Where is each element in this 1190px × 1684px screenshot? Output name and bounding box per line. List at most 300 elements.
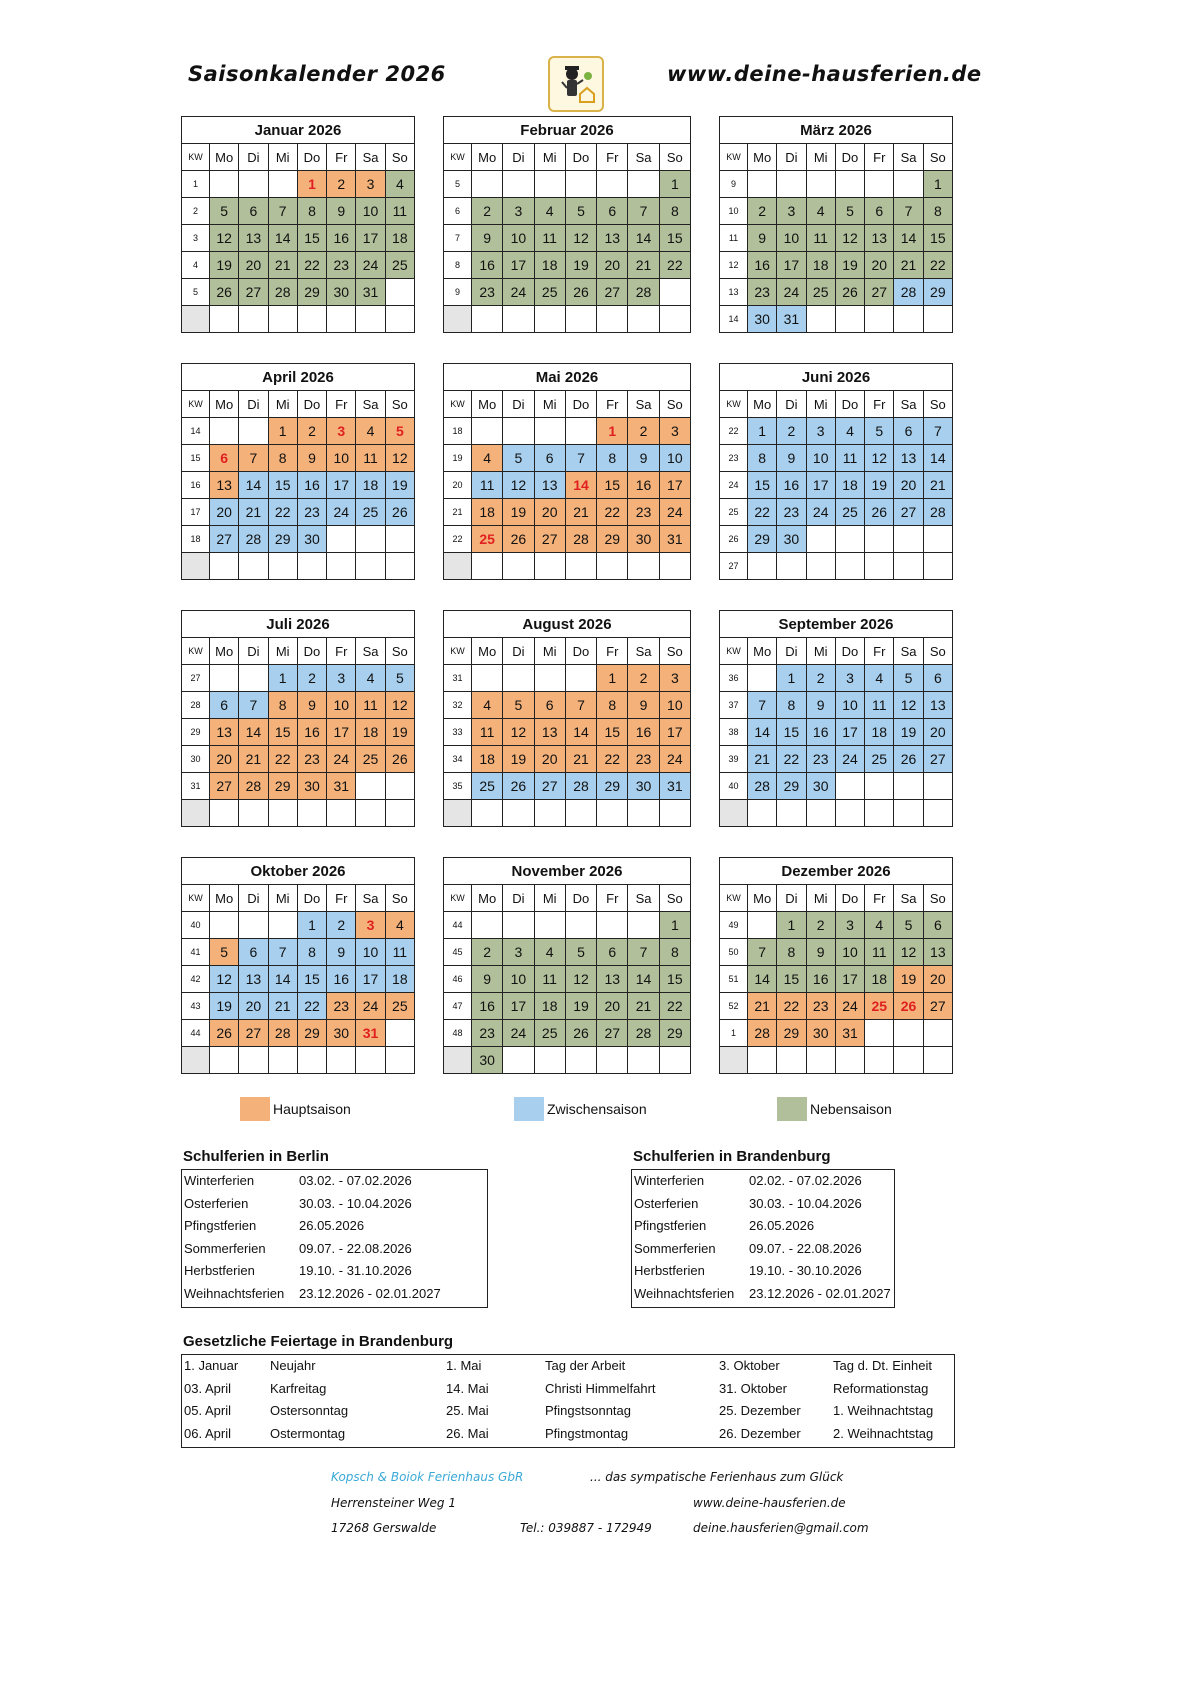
day-cell: 30	[777, 526, 806, 553]
week-number: 9	[720, 171, 748, 198]
day-cell: 23	[472, 279, 503, 306]
empty-cell	[472, 553, 503, 580]
empty-cell	[806, 171, 835, 198]
public-holidays-title: Gesetzliche Feiertage in Brandenburg	[183, 1333, 454, 1350]
empty-cell	[865, 526, 894, 553]
empty-cell	[894, 773, 923, 800]
day-cell: 18	[865, 966, 894, 993]
day-cell: 24	[503, 279, 534, 306]
day-cell: 10	[835, 692, 864, 719]
holiday-name: Karfreitag	[270, 1380, 327, 1396]
empty-cell	[835, 526, 864, 553]
holiday-date: 06. April	[184, 1425, 231, 1441]
empty-cell	[748, 665, 777, 692]
holiday-name: Sommerferien	[634, 1240, 716, 1256]
holiday-date: 1. Januar	[184, 1358, 239, 1373]
day-cell: 27	[239, 279, 268, 306]
day-cell: 27	[597, 1020, 628, 1047]
empty-cell	[923, 553, 952, 580]
day-cell: 26	[565, 279, 596, 306]
day-cell: 22	[597, 499, 628, 526]
holiday-name: Reformationstag	[833, 1380, 929, 1396]
weekday-header: Sa	[894, 391, 923, 418]
month-title: Mai 2026	[444, 364, 691, 391]
day-cell: 9	[297, 445, 326, 472]
holiday-name: Weihnachtsferien	[634, 1285, 735, 1301]
day-cell: 30	[748, 306, 777, 333]
week-number: 13	[720, 279, 748, 306]
month-calendar	[181, 610, 415, 827]
day-cell: 10	[659, 692, 690, 719]
empty-cell	[210, 418, 239, 445]
kw-header: KW	[720, 391, 748, 418]
empty-cell	[268, 800, 297, 827]
holiday-date: 26. Dezember	[719, 1425, 801, 1441]
holiday-row	[182, 1193, 487, 1216]
weekday-header: Mo	[472, 638, 503, 665]
day-cell: 21	[628, 993, 659, 1020]
weekday-header: Fr	[865, 638, 894, 665]
week-number: 18	[444, 418, 472, 445]
day-cell: 26	[565, 1020, 596, 1047]
week-number: 45	[444, 939, 472, 966]
holiday-date: 14. Mai	[446, 1380, 489, 1396]
empty-cell	[659, 306, 690, 333]
day-cell: 28	[894, 279, 923, 306]
holiday-date: 26. Mai	[446, 1425, 489, 1441]
empty-cell	[268, 306, 297, 333]
empty-cell	[865, 800, 894, 827]
day-cell: 22	[297, 993, 326, 1020]
weekday-header: Mi	[806, 638, 835, 665]
day-cell: 3	[503, 198, 534, 225]
day-cell: 14	[268, 966, 297, 993]
day-cell: 12	[894, 939, 923, 966]
day-cell: 26	[835, 279, 864, 306]
day-cell: 3	[835, 912, 864, 939]
day-cell: 16	[297, 472, 326, 499]
week-number: 30	[182, 746, 210, 773]
day-cell: 8	[597, 445, 628, 472]
weekday-header: Sa	[894, 144, 923, 171]
day-cell: 3	[327, 418, 356, 445]
day-cell: 18	[385, 225, 414, 252]
day-cell: 7	[748, 939, 777, 966]
empty-cell	[777, 1047, 806, 1074]
week-number: 12	[720, 252, 748, 279]
weekday-header: Mo	[748, 638, 777, 665]
day-cell: 5	[835, 198, 864, 225]
weekday-header: Mo	[472, 885, 503, 912]
week-number	[444, 800, 472, 827]
empty-cell	[865, 553, 894, 580]
day-cell: 7	[268, 939, 297, 966]
day-cell: 6	[923, 912, 952, 939]
empty-cell	[356, 773, 385, 800]
weekday-header: Fr	[327, 391, 356, 418]
weekday-header: Di	[239, 885, 268, 912]
day-cell: 13	[534, 472, 565, 499]
footer-website[interactable]: www.deine-hausferien.de	[693, 1496, 846, 1510]
day-cell: 3	[503, 939, 534, 966]
day-cell: 24	[806, 499, 835, 526]
empty-cell	[865, 171, 894, 198]
day-cell: 30	[327, 279, 356, 306]
day-cell: 15	[923, 225, 952, 252]
month-title: Februar 2026	[444, 117, 691, 144]
day-cell: 5	[210, 198, 239, 225]
empty-cell	[628, 306, 659, 333]
holiday-name: 2. Weihnachtstag	[833, 1425, 934, 1441]
empty-cell	[628, 912, 659, 939]
day-cell: 16	[297, 719, 326, 746]
week-number: 1	[720, 1020, 748, 1047]
day-cell: 1	[777, 912, 806, 939]
day-cell: 1	[923, 171, 952, 198]
weekday-header: So	[923, 391, 952, 418]
legend-swatch	[240, 1097, 270, 1121]
empty-cell	[385, 773, 414, 800]
empty-cell	[503, 171, 534, 198]
day-cell: 10	[806, 445, 835, 472]
day-cell: 29	[777, 773, 806, 800]
day-cell: 19	[385, 719, 414, 746]
day-cell: 25	[835, 499, 864, 526]
empty-cell	[327, 306, 356, 333]
day-cell: 25	[534, 279, 565, 306]
month-calendar	[719, 363, 953, 580]
empty-cell	[297, 306, 326, 333]
month-title: September 2026	[720, 611, 953, 638]
day-cell: 30	[472, 1047, 503, 1074]
empty-cell	[385, 526, 414, 553]
week-number: 24	[720, 472, 748, 499]
empty-cell	[806, 1047, 835, 1074]
day-cell: 11	[806, 225, 835, 252]
day-cell: 8	[777, 939, 806, 966]
weekday-header: Mo	[210, 144, 239, 171]
day-cell: 22	[268, 499, 297, 526]
month-title: November 2026	[444, 858, 691, 885]
empty-cell	[835, 171, 864, 198]
week-number: 5	[182, 279, 210, 306]
day-cell: 28	[239, 526, 268, 553]
day-cell: 19	[865, 472, 894, 499]
weekday-header: Mi	[268, 144, 297, 171]
day-cell: 14	[748, 719, 777, 746]
week-number	[444, 306, 472, 333]
footer-street: Herrensteiner Weg 1	[331, 1496, 456, 1510]
footer-phone: Tel.: 039887 - 172949	[520, 1521, 652, 1535]
day-cell: 10	[659, 445, 690, 472]
holiday-row	[632, 1238, 894, 1261]
legend-label: Zwischensaison	[547, 1101, 647, 1117]
kw-header: KW	[182, 638, 210, 665]
holiday-row	[632, 1260, 894, 1283]
empty-cell	[534, 665, 565, 692]
day-cell: 30	[297, 526, 326, 553]
weekday-header: Fr	[327, 885, 356, 912]
day-cell: 17	[835, 966, 864, 993]
kw-header: KW	[182, 885, 210, 912]
day-cell: 17	[503, 993, 534, 1020]
weekday-header: Mi	[806, 391, 835, 418]
month-title: Januar 2026	[182, 117, 415, 144]
day-cell: 27	[923, 993, 952, 1020]
day-cell: 11	[472, 719, 503, 746]
weekday-header: Fr	[865, 885, 894, 912]
empty-cell	[894, 171, 923, 198]
weekday-header: Mo	[748, 885, 777, 912]
weekday-header: Mi	[806, 144, 835, 171]
day-cell: 2	[748, 198, 777, 225]
week-number	[444, 553, 472, 580]
website-header[interactable]: www.deine-hausferien.de	[667, 62, 982, 86]
day-cell: 27	[894, 499, 923, 526]
day-cell: 22	[659, 993, 690, 1020]
empty-cell	[894, 553, 923, 580]
month-title: August 2026	[444, 611, 691, 638]
empty-cell	[659, 553, 690, 580]
weekday-header: Do	[565, 391, 596, 418]
empty-cell	[503, 418, 534, 445]
empty-cell	[565, 418, 596, 445]
empty-cell	[597, 1047, 628, 1074]
day-cell: 26	[503, 526, 534, 553]
day-cell: 29	[297, 279, 326, 306]
day-cell: 16	[472, 993, 503, 1020]
day-cell: 24	[835, 746, 864, 773]
day-cell: 15	[659, 225, 690, 252]
weekday-header: Sa	[356, 885, 385, 912]
day-cell: 4	[865, 912, 894, 939]
holiday-date: 31. Oktober	[719, 1380, 787, 1396]
week-number: 31	[182, 773, 210, 800]
day-cell: 19	[565, 252, 596, 279]
week-number: 19	[444, 445, 472, 472]
empty-cell	[356, 1047, 385, 1074]
day-cell: 3	[356, 912, 385, 939]
weekday-header: Fr	[865, 144, 894, 171]
day-cell: 10	[356, 198, 385, 225]
empty-cell	[806, 306, 835, 333]
empty-cell	[748, 800, 777, 827]
empty-cell	[503, 306, 534, 333]
empty-cell	[923, 306, 952, 333]
day-cell: 2	[777, 418, 806, 445]
month-calendar	[181, 857, 415, 1074]
day-cell: 6	[597, 198, 628, 225]
holiday-dates: 30.03. - 10.04.2026	[299, 1195, 412, 1211]
month-calendar	[443, 610, 691, 827]
empty-cell	[748, 912, 777, 939]
empty-cell	[565, 912, 596, 939]
day-cell: 24	[356, 993, 385, 1020]
week-number: 34	[444, 746, 472, 773]
month-title: Juni 2026	[720, 364, 953, 391]
weekday-header: Di	[503, 638, 534, 665]
week-number: 50	[720, 939, 748, 966]
week-number: 26	[720, 526, 748, 553]
day-cell: 28	[565, 773, 596, 800]
day-cell: 3	[356, 171, 385, 198]
empty-cell	[503, 912, 534, 939]
day-cell: 27	[210, 773, 239, 800]
day-cell: 7	[565, 445, 596, 472]
day-cell: 11	[472, 472, 503, 499]
day-cell: 30	[628, 773, 659, 800]
footer-email[interactable]: deine.hausferien@gmail.com	[693, 1521, 869, 1535]
holiday-row	[182, 1283, 487, 1306]
day-cell: 29	[659, 1020, 690, 1047]
day-cell: 4	[865, 665, 894, 692]
weekday-header: Mi	[534, 391, 565, 418]
holiday-name: Winterferien	[184, 1173, 255, 1188]
kw-header: KW	[720, 638, 748, 665]
week-number: 11	[720, 225, 748, 252]
weekday-header: So	[385, 638, 414, 665]
empty-cell	[806, 800, 835, 827]
holiday-name: Osterferien	[184, 1195, 249, 1211]
holiday-dates: 19.10. - 30.10.2026	[749, 1263, 862, 1278]
day-cell: 25	[356, 746, 385, 773]
month-calendar	[443, 116, 691, 333]
day-cell: 30	[806, 773, 835, 800]
day-cell: 1	[297, 912, 326, 939]
day-cell: 26	[385, 499, 414, 526]
day-cell: 4	[472, 692, 503, 719]
day-cell: 20	[597, 993, 628, 1020]
day-cell: 25	[472, 773, 503, 800]
day-cell: 16	[777, 472, 806, 499]
day-cell: 20	[239, 993, 268, 1020]
day-cell: 24	[835, 993, 864, 1020]
day-cell: 18	[534, 252, 565, 279]
empty-cell	[534, 306, 565, 333]
kw-header: KW	[182, 144, 210, 171]
day-cell: 28	[748, 773, 777, 800]
day-cell: 12	[894, 692, 923, 719]
empty-cell	[923, 800, 952, 827]
weekday-header: Sa	[894, 885, 923, 912]
empty-cell	[356, 553, 385, 580]
day-cell: 14	[565, 472, 596, 499]
legend-swatch	[514, 1097, 544, 1121]
day-cell: 14	[628, 966, 659, 993]
weekday-header: Sa	[356, 638, 385, 665]
day-cell: 17	[503, 252, 534, 279]
day-cell: 24	[503, 1020, 534, 1047]
day-cell: 29	[597, 773, 628, 800]
week-number: 22	[444, 526, 472, 553]
holiday-dates: 03.02. - 07.02.2026	[299, 1173, 412, 1188]
holiday-name: Herbstferien	[184, 1263, 255, 1278]
kw-header: KW	[444, 391, 472, 418]
empty-cell	[356, 800, 385, 827]
empty-cell	[268, 171, 297, 198]
day-cell: 9	[472, 225, 503, 252]
empty-cell	[297, 553, 326, 580]
holiday-row	[632, 1283, 894, 1306]
day-cell: 11	[534, 225, 565, 252]
month-calendar	[443, 363, 691, 580]
day-cell: 31	[659, 526, 690, 553]
berlin-holidays-title: Schulferien in Berlin	[183, 1148, 329, 1165]
day-cell: 5	[865, 418, 894, 445]
week-number	[720, 800, 748, 827]
week-number: 17	[182, 499, 210, 526]
holiday-name: Tag der Arbeit	[545, 1358, 626, 1373]
day-cell: 20	[597, 252, 628, 279]
day-cell: 9	[327, 939, 356, 966]
day-cell: 21	[748, 746, 777, 773]
day-cell: 7	[923, 418, 952, 445]
empty-cell	[239, 418, 268, 445]
holiday-date: 05. April	[184, 1403, 231, 1418]
week-number: 28	[182, 692, 210, 719]
weekday-header: Do	[835, 885, 864, 912]
day-cell: 6	[865, 198, 894, 225]
empty-cell	[534, 912, 565, 939]
empty-cell	[385, 1020, 414, 1047]
weekday-header: Di	[503, 391, 534, 418]
week-number: 18	[182, 526, 210, 553]
day-cell: 19	[385, 472, 414, 499]
weekday-header: Do	[297, 638, 326, 665]
day-cell: 4	[385, 171, 414, 198]
week-number: 41	[182, 939, 210, 966]
day-cell: 1	[597, 665, 628, 692]
day-cell: 8	[597, 692, 628, 719]
empty-cell	[534, 418, 565, 445]
weekday-header: So	[385, 391, 414, 418]
empty-cell	[210, 553, 239, 580]
empty-cell	[806, 553, 835, 580]
day-cell: 22	[659, 252, 690, 279]
weekday-header: Do	[565, 885, 596, 912]
holiday-row	[182, 1260, 487, 1283]
empty-cell	[210, 171, 239, 198]
day-cell: 21	[894, 252, 923, 279]
day-cell: 1	[659, 912, 690, 939]
week-number: 47	[444, 993, 472, 1020]
day-cell: 11	[385, 939, 414, 966]
week-number: 51	[720, 966, 748, 993]
month-title: Juli 2026	[182, 611, 415, 638]
month-calendar	[181, 363, 415, 580]
kw-header: KW	[182, 391, 210, 418]
week-number	[444, 1047, 472, 1074]
day-cell: 11	[534, 966, 565, 993]
weekday-header: So	[659, 144, 690, 171]
day-cell: 3	[659, 418, 690, 445]
weekday-header: So	[385, 144, 414, 171]
day-cell: 16	[806, 719, 835, 746]
week-number: 37	[720, 692, 748, 719]
day-cell: 1	[659, 171, 690, 198]
day-cell: 30	[628, 526, 659, 553]
day-cell: 21	[628, 252, 659, 279]
day-cell: 7	[628, 939, 659, 966]
month-calendar	[719, 857, 953, 1074]
kw-header: KW	[444, 885, 472, 912]
day-cell: 21	[239, 499, 268, 526]
day-cell: 15	[748, 472, 777, 499]
day-cell: 31	[835, 1020, 864, 1047]
day-cell: 26	[503, 773, 534, 800]
holiday-name: Neujahr	[270, 1358, 316, 1373]
week-number	[182, 306, 210, 333]
